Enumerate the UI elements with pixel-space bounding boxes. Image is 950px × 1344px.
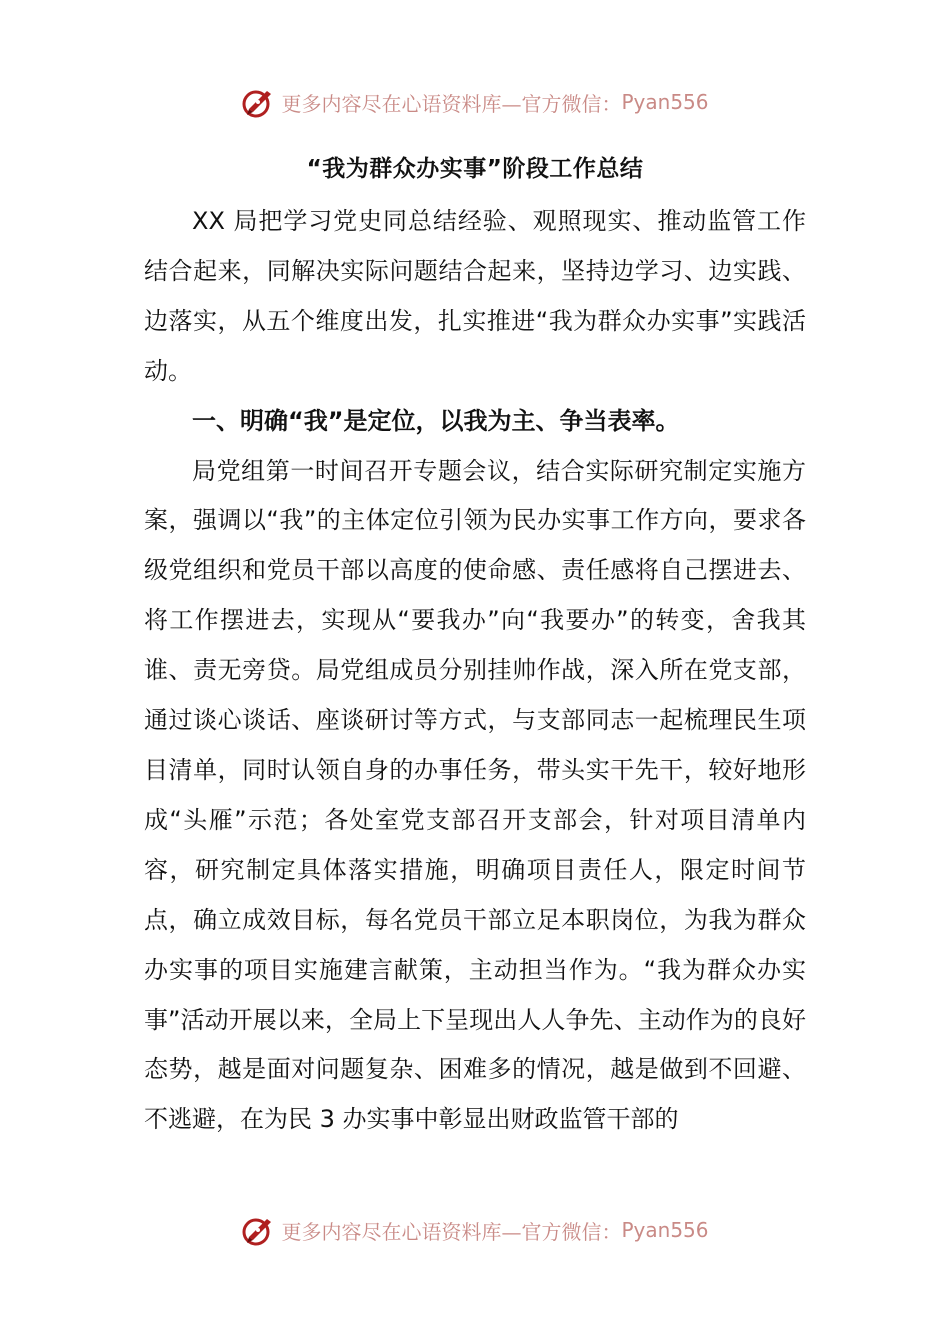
section-1-paragraph: 局党组第一时间召开专题会议，结合实际研究制定实施方案，强调以“我”的主体定位引领为民办实事工作方向，要求各级党组织和党员干部以高度的使命感、责任感将自己摆进去、将工作摆进去，实现从“要我办”向“我要办”的转变，舍我其谁、责无旁贷。局党组成员分别挂帅作战，深入所在党支部，通过谈心谈话、座谈研讨等方式，与支部同志一起梳理民生项目清单，同时认领自身的办事任务，带头实干先干，较好地形成“头雁”示范；各处室党支部召开支部会，针对项目清单内容，研究制定具体落实措施，明确项目责任人，限定时间节点，确立成效目标，每名党员干部立足本职岗位，为我为群众办实事的项目实施建言献策，主动担当作为。“我为群众办实事”活动开展以来，全局上下呈现出人人争先、主动作为的良好态势，越是面对问题复杂、困难多的情况，越是做到不回避、不逃避，在为民 3 办实事中彰显出财政监管干部的 — [144, 456, 806, 1134]
section-1-heading: 一、明确“我”是定位，以我为主、争当表率。 — [192, 406, 680, 435]
watermark-wechat-id: Pyan556 — [621, 1218, 709, 1242]
pen-logo-icon — [241, 1213, 275, 1247]
watermark-text: 更多内容尽在心语资料库—官方微信： — [281, 91, 622, 116]
pen-logo-icon — [241, 85, 275, 119]
document-title: “我为群众办实事”阶段工作总结 — [306, 156, 644, 182]
header-watermark — [0, 82, 950, 122]
footer-watermark — [0, 1210, 950, 1250]
watermark-wechat-id: Pyan556 — [621, 90, 709, 114]
intro-paragraph: XX 局把学习党史同总结经验、观照现实、推动监管工作结合起来，同解决实际问题结合起来，坚持边学习、边实践、边落实，从五个维度出发，扎实推进“我为群众办实事”实践活动。 — [144, 207, 806, 385]
watermark-text: 更多内容尽在心语资料库—官方微信： — [281, 1219, 622, 1244]
document-body — [144, 197, 806, 1145]
